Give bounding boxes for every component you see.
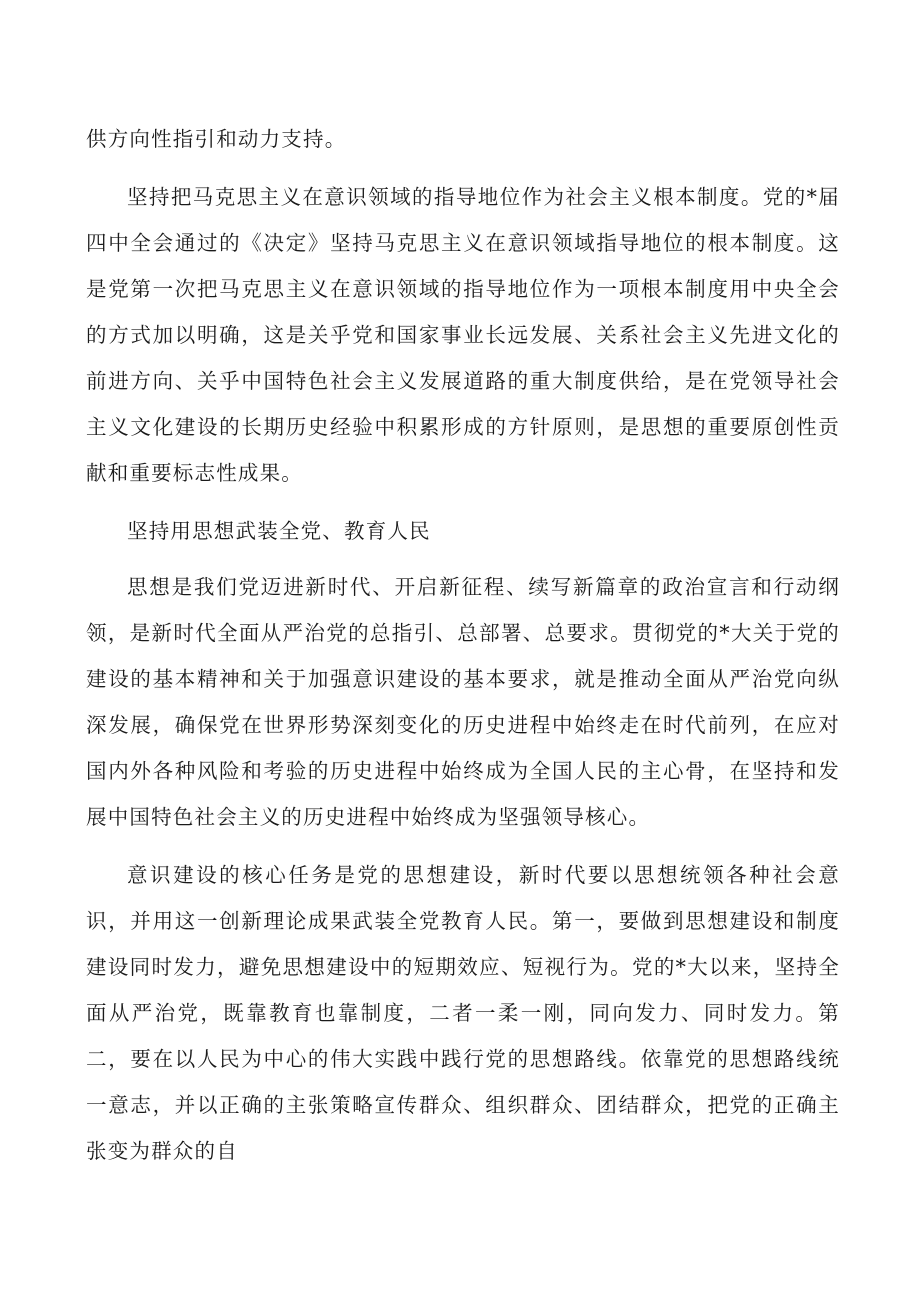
- paragraph-ideological-building: 意识建设的核心任务是党的思想建设，新时代要以思想统领各种社会意识，并用这一创新理论成果武装全党教育人民。第一，要做到思想建设和制度建设同时发力，避免思想建设中的短期效应、短视行为。党的*大以来，坚持全面从严治党，既靠教育也靠制度，二者一柔一刚，同向发力、同时发力。第二，要在以人民为中心的伟大实践中践行党的思想路线。依靠党的思想路线统一意志，并以正确的主张策略宣传群众、组织群众、团结群众，把党的正确主张变为群众的自: [86, 863, 840, 1163]
- section-heading: 坚持用思想武装全党、教育人民: [127, 519, 431, 543]
- document-body: [86, 116, 840, 1186]
- paragraph-guiding-status: 坚持把马克思主义在意识领域的指导地位作为社会主义根本制度。党的*届四中全会通过的《决定》坚持马克思主义在意识领域指导地位的根本制度。这是党第一次把马克思主义在意识领域的指导地位作为一项根本制度用中央全会的方式加以明确，这是关乎党和国家事业长远发展、关系社会主义先进文化的前进方向、关乎中国特色社会主义发展道路的重大制度供给，是在党领导社会主义文化建设的长期历史经验中积累形成的方针原则，是思想的重要原创性贡献和重要标志性成果。: [86, 185, 840, 485]
- paragraph-continuation: 供方向性指引和动力支持。: [86, 127, 347, 151]
- paragraph-thought-declaration: 思想是我们党迈进新时代、开启新征程、续写新篇章的政治宣言和行动纲领，是新时代全面从严治党的总指引、总部署、总要求。贯彻党的*大关于党的建设的基本精神和关于加强意识建设的基本要求，就是推动全面从严治党向纵深发展，确保党在世界形势深刻变化的历史进程中始终走在时代前列，在应对国内外各种风险和考验的历史进程中始终成为全国人民的主心骨，在坚持和发展中国特色社会主义的历史进程中始终成为坚强领导核心。: [86, 575, 840, 829]
